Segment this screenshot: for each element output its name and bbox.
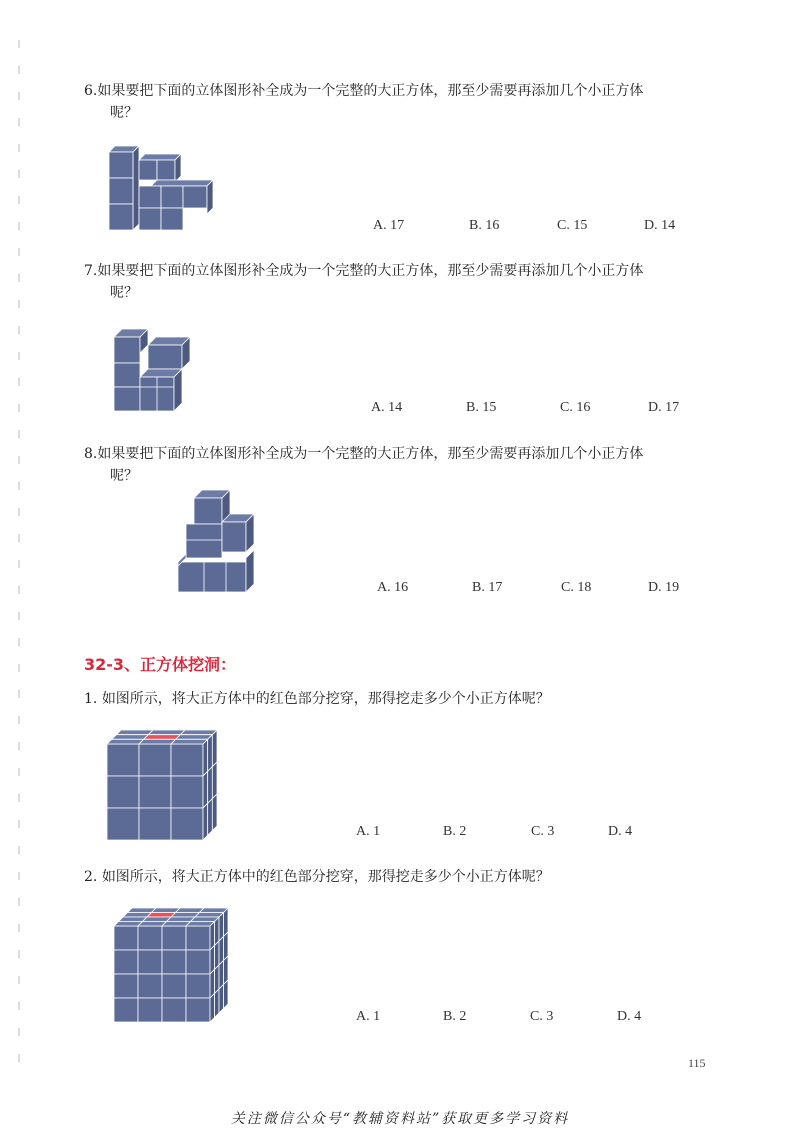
option-d[interactable]: D. 4	[608, 824, 633, 839]
cube-figure-q8	[174, 488, 258, 596]
option-d[interactable]: D. 19	[648, 580, 680, 595]
question-7	[84, 260, 724, 304]
question-number: 8.	[84, 446, 98, 462]
question-text: 如果要把下面的立体图形补全成为一个完整的大正方体，那至少需要再添加几个小正方体	[97, 263, 644, 279]
section-question-1	[84, 688, 724, 710]
option-d[interactable]: D. 14	[644, 218, 676, 233]
option-a[interactable]: A. 17	[373, 218, 405, 233]
footer-watermark: 关注微信公众号“教辅资料站”获取更多学习资料	[230, 1111, 570, 1127]
hollow-cube-figure-2	[112, 906, 232, 1024]
question-text-continuation: 呢？	[110, 468, 138, 484]
option-b[interactable]: B. 15	[466, 400, 497, 415]
section-title: 32-3、正方体挖洞：	[84, 655, 237, 674]
option-a[interactable]: A. 16	[377, 580, 409, 595]
option-c[interactable]: C. 16	[560, 400, 591, 415]
cube-figure-q7	[110, 325, 194, 415]
option-c[interactable]: C. 3	[530, 1009, 554, 1024]
option-b[interactable]: B. 2	[443, 1009, 467, 1024]
question-number: 6.	[84, 83, 98, 99]
question-number: 1.	[84, 691, 98, 707]
question-text-continuation: 呢？	[110, 285, 138, 301]
option-d[interactable]: D. 17	[648, 400, 680, 415]
question-text: 如果要把下面的立体图形补全成为一个完整的大正方体，那至少需要再添加几个小正方体	[97, 83, 644, 99]
question-8	[84, 443, 724, 487]
question-text-continuation: 呢？	[110, 105, 138, 121]
question-number: 7.	[84, 263, 98, 279]
question-6	[84, 80, 724, 124]
hollow-cube-figure-1	[105, 728, 221, 842]
option-c[interactable]: C. 18	[561, 580, 592, 595]
option-a[interactable]: A. 1	[356, 1009, 381, 1024]
question-text: 如图所示，将大正方体中的红色部分挖穿，那得挖走多少个小正方体呢？	[101, 869, 550, 885]
option-d[interactable]: D. 4	[617, 1009, 642, 1024]
cube-figure-q6	[105, 144, 217, 236]
option-c[interactable]: C. 3	[531, 824, 555, 839]
question-text: 如果要把下面的立体图形补全成为一个完整的大正方体，那至少需要再添加几个小正方体	[97, 446, 644, 462]
option-b[interactable]: B. 16	[469, 218, 500, 233]
option-b[interactable]: B. 2	[443, 824, 467, 839]
question-text: 如图所示，将大正方体中的红色部分挖穿，那得挖走多少个小正方体呢？	[101, 691, 550, 707]
page-number: 115	[688, 1056, 706, 1070]
question-number: 2.	[84, 869, 98, 885]
option-a[interactable]: A. 14	[371, 400, 403, 415]
section-question-2	[84, 866, 724, 888]
option-c[interactable]: C. 15	[557, 218, 588, 233]
option-a[interactable]: A. 1	[356, 824, 381, 839]
margin-marks	[18, 40, 22, 1080]
option-b[interactable]: B. 17	[472, 580, 503, 595]
